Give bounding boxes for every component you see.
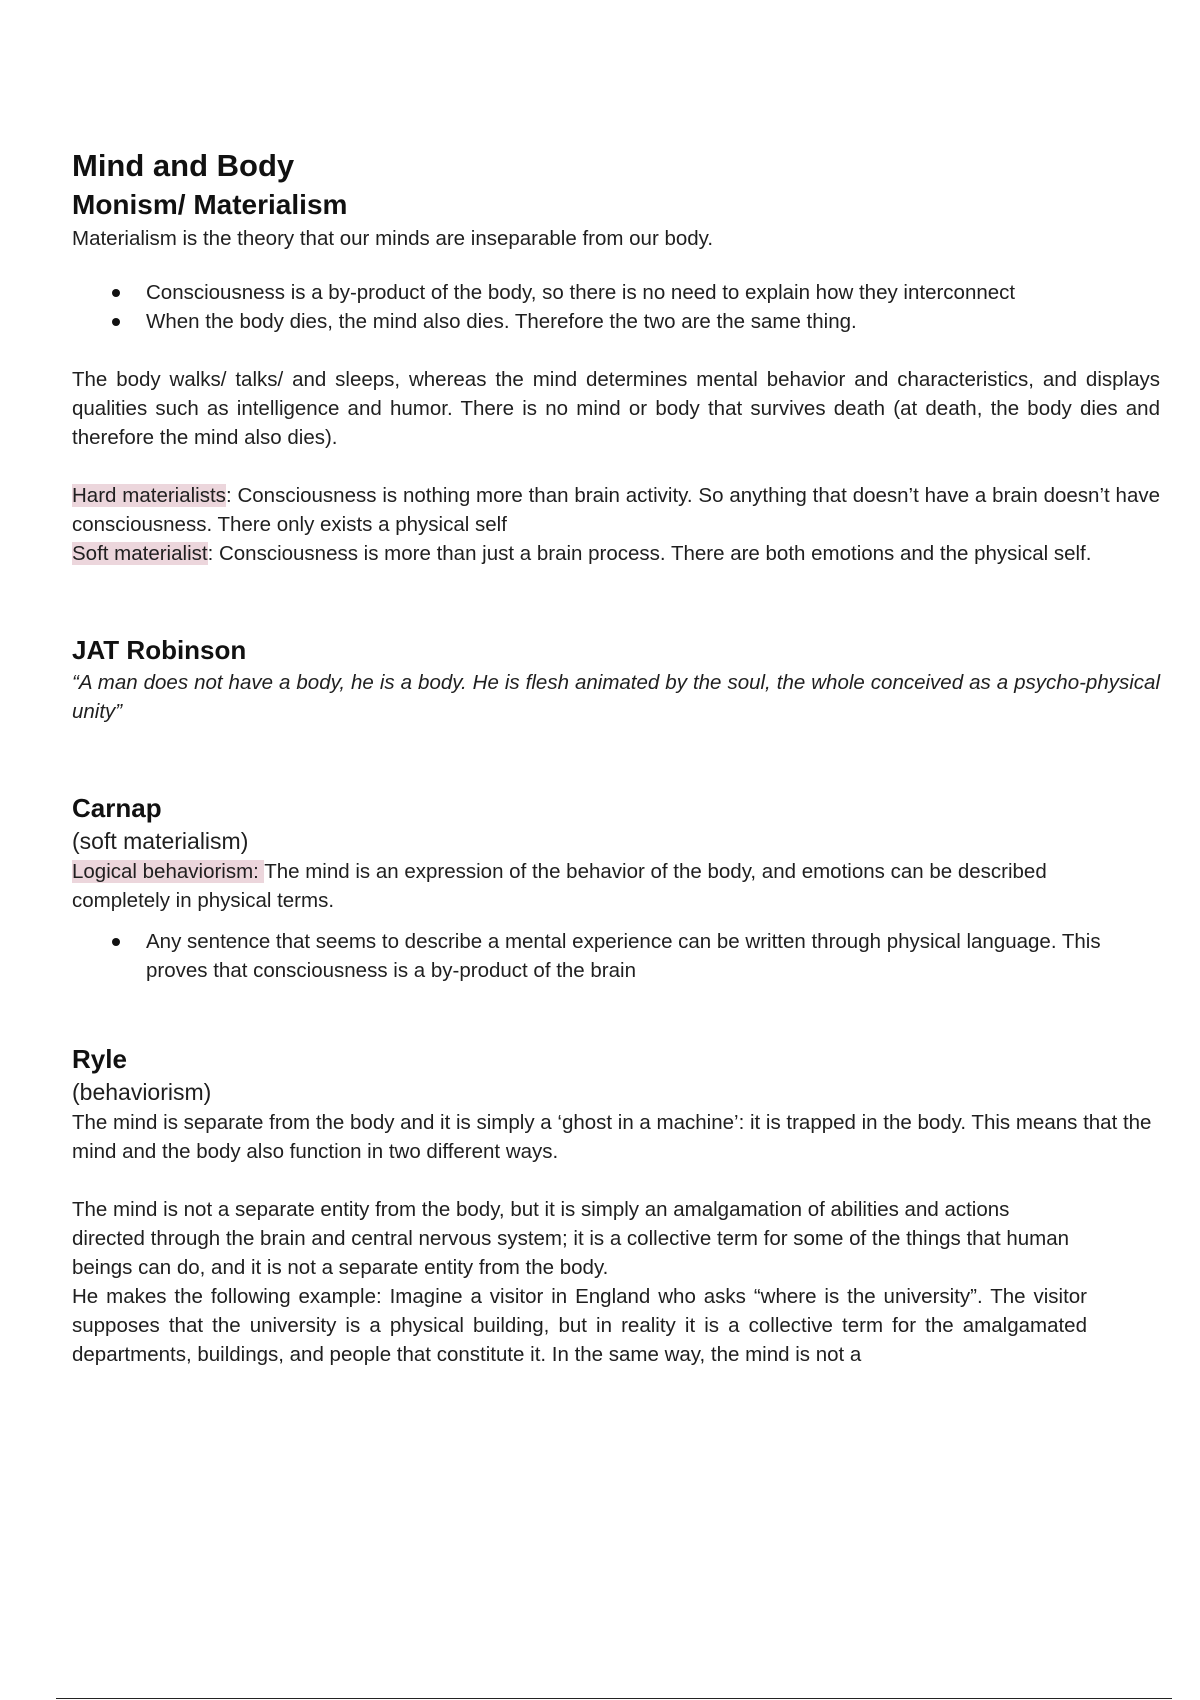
logical-behaviorism-term: Logical behaviorism: (72, 860, 265, 883)
soft-materialist-text: : Consciousness is more than just a brain process. There are both emotions and the physical self. (207, 542, 1092, 565)
carnap-definition (72, 857, 1132, 915)
list-item: When the body dies, the mind also dies. Therefore the two are the same thing. (72, 307, 1160, 336)
ryle-paragraph-1: The mind is separate from the body and it is simply a ‘ghost in a machine’: it is trapped in the body. This means that the mind and the body also function in two different ways. (72, 1111, 1152, 1163)
spacer (72, 726, 1160, 790)
hard-materialists-definition (72, 481, 1160, 539)
carnap-bullet-list (72, 927, 1160, 985)
ryle-paragraph-3: He makes the following example: Imagine a visitor in England who asks “where is the university”. The visitor supposes that the university is a physical building, but in reality it is a collective term for the amalgamated departments, buildings, and people that constitute it. In the same way, the mind is not a (72, 1285, 1087, 1366)
spacer (72, 336, 1160, 365)
monism-bullet-list (72, 278, 1160, 336)
ryle-heading: Ryle (72, 1044, 127, 1074)
carnap-heading: Carnap (72, 793, 162, 823)
list-item: Any sentence that seems to describe a mental experience can be written through physical language. This proves that consciousness is a by-product of the brain (72, 927, 1160, 985)
monism-intro: Materialism is the theory that our minds are inseparable from our body. (72, 227, 714, 250)
carnap-subheading: (soft materialism) (72, 828, 249, 854)
spacer (72, 1166, 1160, 1195)
page-title: Mind and Body (72, 148, 295, 183)
monism-paragraph: The body walks/ talks/ and sleeps, whereas the mind determines mental behavior and characteristics, and displays qualities such as intelligence and humor. There is no mind or body that survives death (at death, the body dies and therefore the mind also dies). (72, 368, 1160, 449)
hard-materialists-text: : Consciousness is nothing more than brain activity. So anything that doesn’t have a brain doesn’t have consciousness. There only exists a physical self (72, 484, 1160, 536)
spacer (72, 985, 1160, 1041)
hard-materialists-term: Hard materialists (72, 484, 226, 507)
soft-materialist-definition (72, 539, 1160, 568)
spacer (72, 452, 1160, 481)
spacer (72, 253, 1160, 278)
ryle-subheading: (behaviorism) (72, 1079, 212, 1105)
robinson-heading: JAT Robinson (72, 635, 247, 665)
monism-heading: Monism/ Materialism (72, 189, 348, 220)
page-bottom-rule (56, 1698, 1172, 1699)
spacer (72, 915, 1160, 927)
list-item: Consciousness is a by-product of the body, so there is no need to explain how they interconnect (72, 278, 1160, 307)
document-content (72, 146, 1160, 1369)
spacer (72, 568, 1160, 632)
robinson-quote: “A man does not have a body, he is a body. He is flesh animated by the soul, the whole conceived as a psycho-physical unity” (72, 671, 1160, 723)
logical-behaviorism-text: The mind is an expression of the behavior of the body, and emotions can be described completely in physical terms. (72, 860, 1047, 912)
soft-materialist-term: Soft materialist (72, 542, 208, 565)
ryle-paragraph-2: The mind is not a separate entity from the body, but it is simply an amalgamation of abilities and actions directed through the brain and central nervous system; it is a collective term for some of the things that human beings can do, and it is not a separate entity from the body. (72, 1198, 1070, 1279)
